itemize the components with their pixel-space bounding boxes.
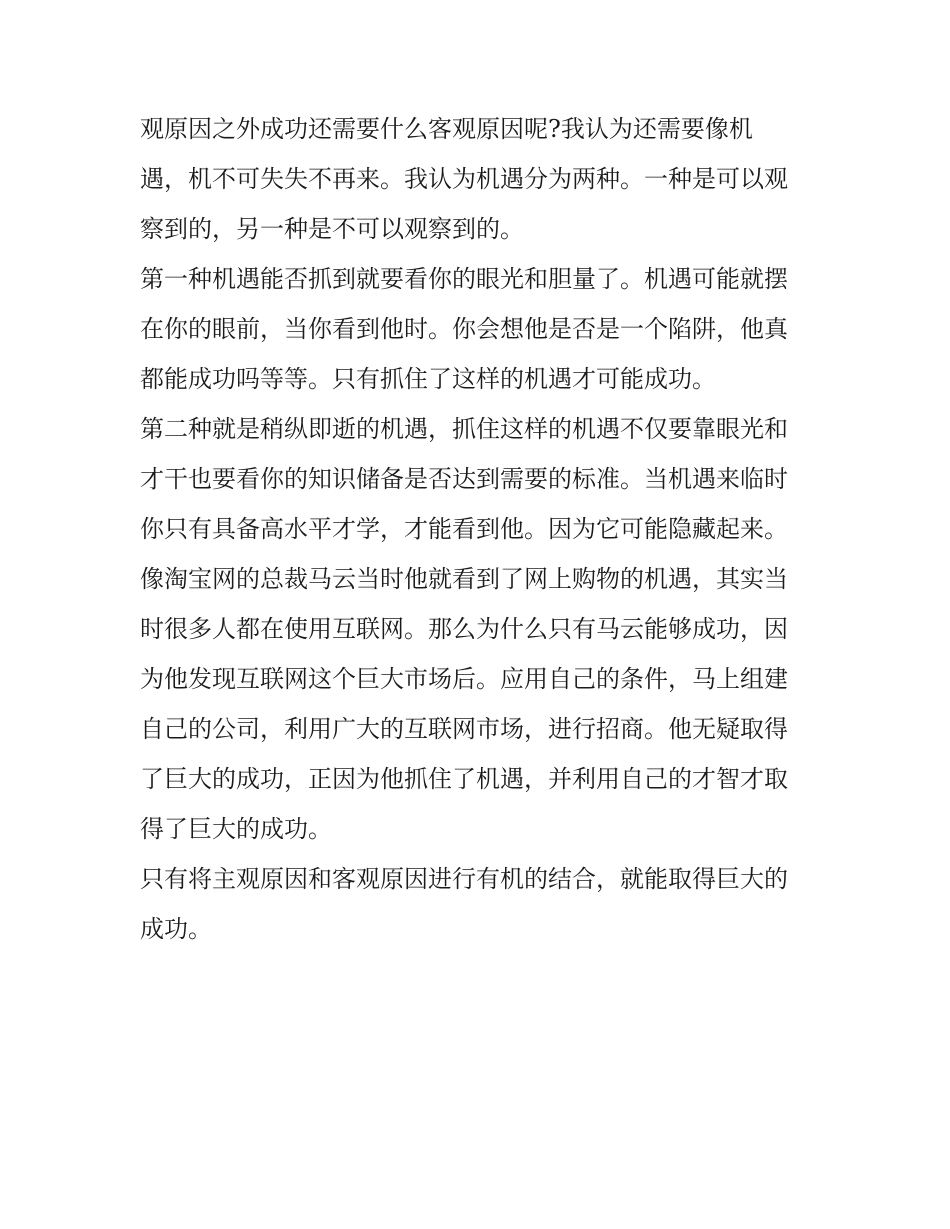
- text-line: 只有将主观原因和客观原因进行有机的结合，就能取得巨大的: [140, 865, 788, 893]
- paragraph-2: [140, 254, 820, 404]
- text-line: 观原因之外成功还需要什么客观原因呢?我认为还需要像机: [140, 115, 753, 143]
- paragraph-1: [140, 104, 820, 254]
- text-line: 像淘宝网的总裁马云当时他就看到了网上购物的机遇，其实当: [140, 565, 788, 593]
- paragraph-3: [140, 404, 820, 854]
- text-line: 第二种就是稍纵即逝的机遇，抓住这样的机遇不仅要靠眼光和: [140, 415, 788, 443]
- text-line: 自己的公司，利用广大的互联网市场，进行招商。他无疑取得: [140, 715, 788, 743]
- document-body: [140, 104, 820, 954]
- text-line: 得了巨大的成功。: [140, 815, 332, 843]
- text-line: 第一种机遇能否抓到就要看你的眼光和胆量了。机遇可能就摆: [140, 265, 788, 293]
- text-line: 才干也要看你的知识储备是否达到需要的标准。当机遇来临时: [140, 465, 788, 493]
- text-line: 了巨大的成功，正因为他抓住了机遇，并利用自己的才智才取: [140, 765, 788, 793]
- text-line: 遇，机不可失失不再来。我认为机遇分为两种。一种是可以观: [140, 165, 788, 193]
- text-line: 在你的眼前，当你看到他时。你会想他是否是一个陷阱，他真: [140, 315, 788, 343]
- text-line: 成功。: [140, 915, 212, 943]
- paragraph-4: [140, 854, 820, 954]
- text-line: 时很多人都在使用互联网。那么为什么只有马云能够成功，因: [140, 615, 788, 643]
- text-line: 都能成功吗等等。只有抓住了这样的机遇才可能成功。: [140, 365, 716, 393]
- text-line: 你只有具备高水平才学，才能看到他。因为它可能隐藏起来。: [140, 515, 788, 543]
- text-line: 察到的，另一种是不可以观察到的。: [140, 215, 524, 243]
- text-line: 为他发现互联网这个巨大市场后。应用自己的条件，马上组建: [140, 665, 788, 693]
